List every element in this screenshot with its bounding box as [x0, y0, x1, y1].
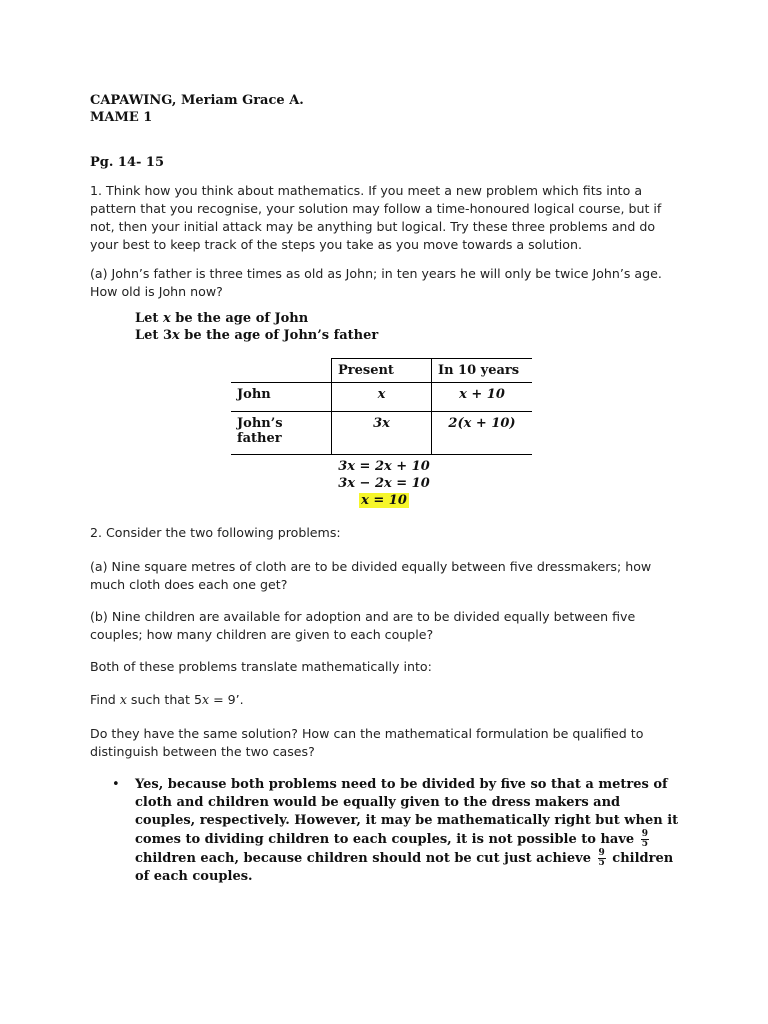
age-table — [231, 358, 532, 455]
question-2a: (a) Nine square metres of cloth are to be divided equally between five dressmakers; how much cloth does each one get? — [90, 559, 652, 592]
table-cell: 2(x + 10) — [432, 412, 533, 455]
table-row — [231, 412, 532, 455]
table-cell: x + 10 — [432, 383, 533, 412]
question-2-prompt: Do they have the same solution? How can the mathematical formulation be qualified to distinguish between the two cases? — [90, 726, 644, 759]
question-1-intro: 1. Think how you think about mathematics. If you meet a new problem which fits into a pattern that you recognise, your solution may follow a time-honoured logical course, but if not, then your initial attack may be anything but logical. Try these three problems and do your best to keep track of the steps you take as you move towards a solution. — [90, 183, 662, 252]
table-cell: John — [231, 383, 332, 412]
question-2b: (b) Nine children are available for adoption and are to be divided equally between five couples; how many children are given to each couple? — [90, 609, 636, 642]
let-statement-2: Let 3x be the age of John’s father — [135, 328, 379, 343]
fraction-nine-fifths: $\frac{9}{5}$ — [598, 848, 605, 868]
let-statement-1: Let x be the age of John — [135, 311, 309, 326]
highlighted-answer: x = 10 — [361, 493, 407, 508]
bullet-point: • — [112, 777, 120, 792]
find-statement: Find x such that 5x = 9’. — [90, 692, 244, 707]
answer-text: Yes, because both problems need to be divided by five so that a metres of cloth and children would be equally given to the dress makers and couples, respectively. However, it may be mathematically right but when it comes to dividing children to each couples, it is not possible to have $\frac{9}{5}$ children each, because children should not be cut just achieve $\frac{9}{5}$ children of each couples. — [135, 777, 679, 884]
table-header-cell: In 10 years — [432, 359, 533, 383]
table-header-row — [231, 359, 532, 383]
table-header-cell — [231, 359, 332, 383]
table-cell: 3x — [332, 412, 432, 455]
table-header-cell: Present — [332, 359, 432, 383]
student-name: CAPAWING, Meriam Grace A. — [90, 93, 304, 108]
equation-line-1: 3x = 2x + 10 — [338, 459, 430, 474]
question-1a: (a) John’s father is three times as old as John; in ten years he will only be twice John’s age. How old is John now? — [90, 266, 662, 299]
table-row — [231, 383, 532, 412]
course-label: MAME 1 — [90, 110, 153, 125]
translate-statement: Both of these problems translate mathematically into: — [90, 659, 432, 674]
fraction-nine-fifths: $\frac{9}{5}$ — [641, 829, 648, 849]
table-cell: x — [332, 383, 432, 412]
equation-answer — [0, 493, 768, 508]
page-reference: Pg. 14- 15 — [90, 155, 165, 170]
equation-line-2: 3x − 2x = 10 — [338, 476, 430, 491]
question-2-intro: 2. Consider the two following problems: — [90, 525, 341, 540]
table-cell: John’s father — [231, 412, 332, 455]
